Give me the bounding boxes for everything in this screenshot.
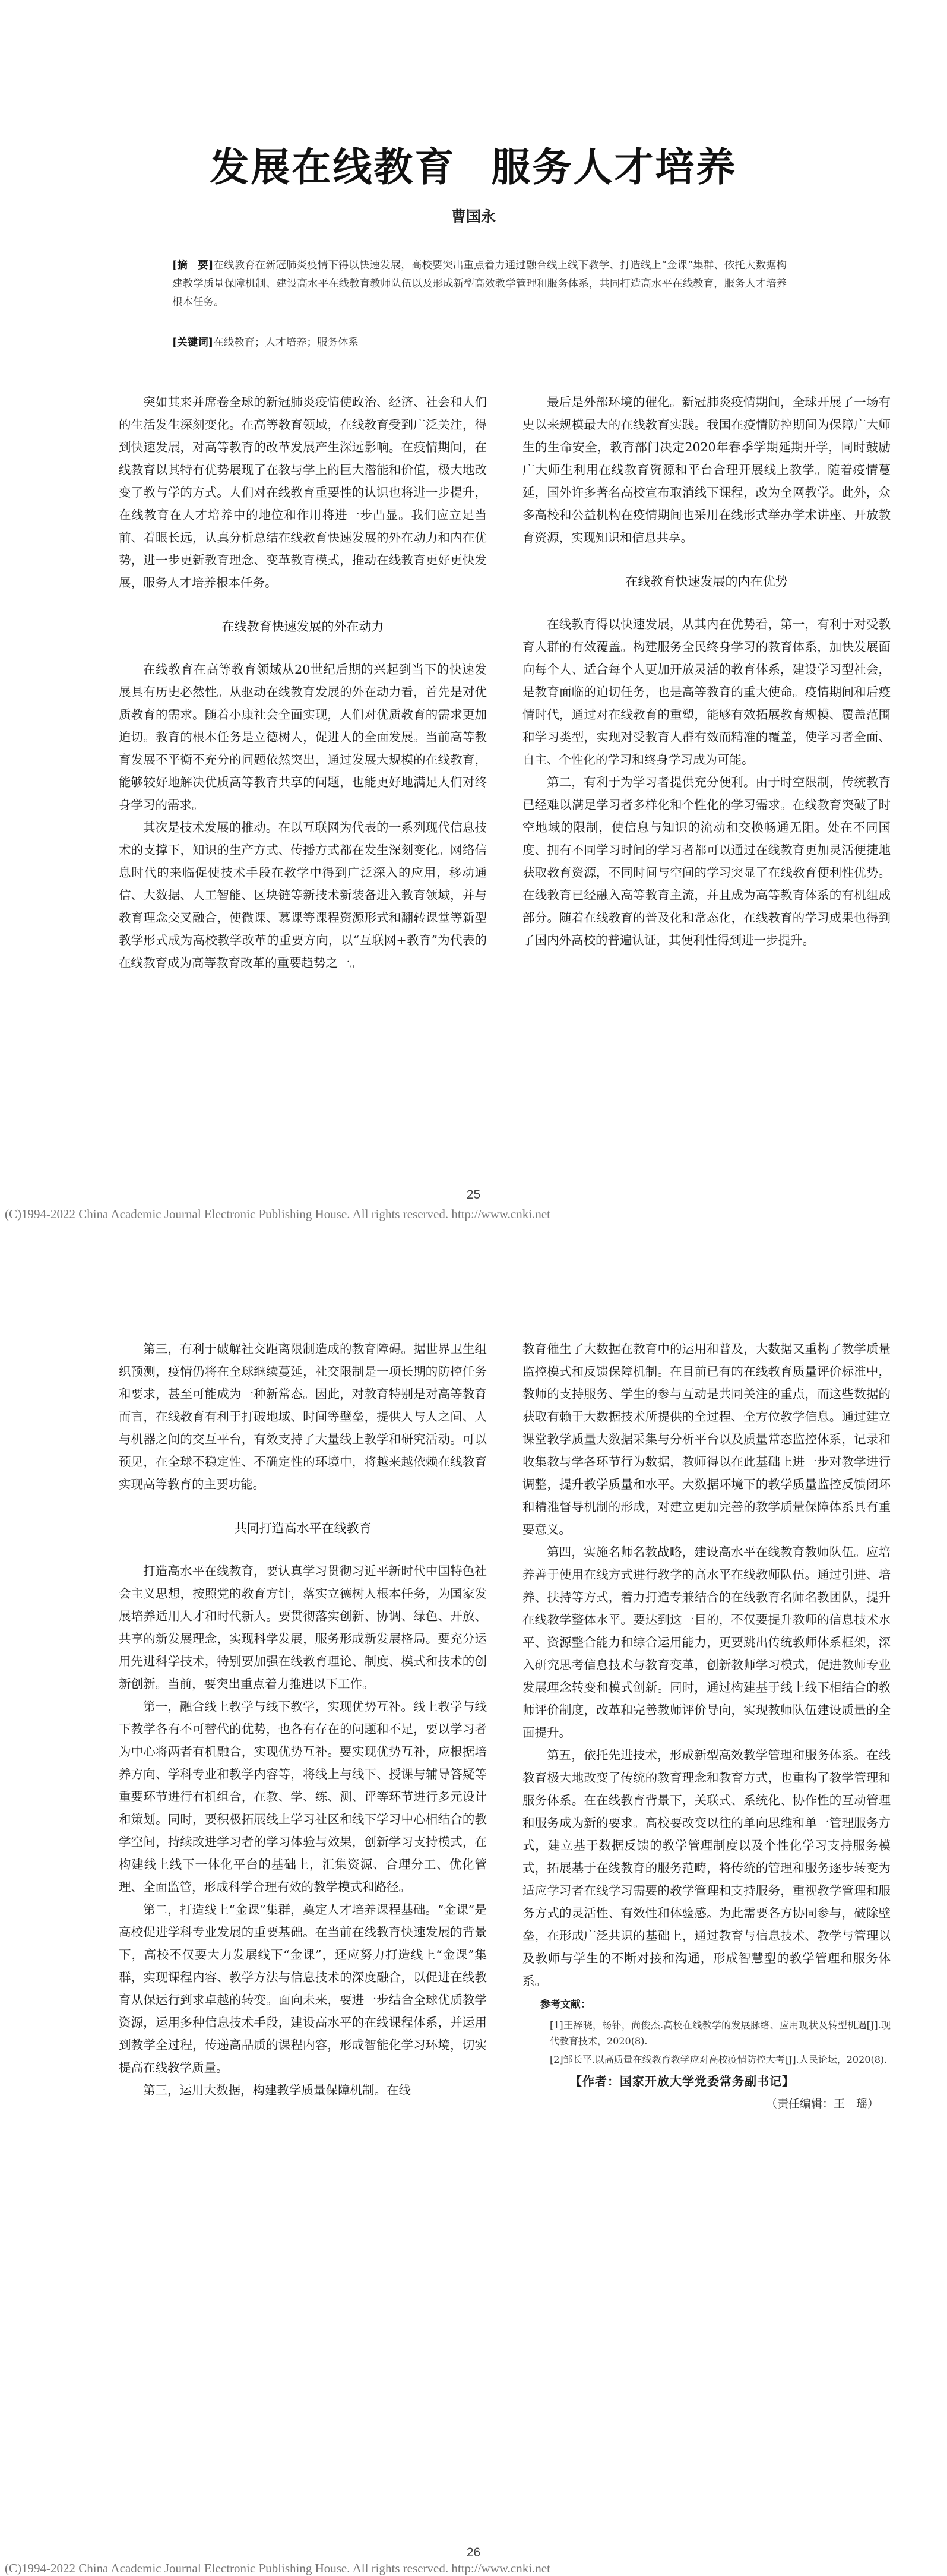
abstract bbox=[172, 257, 787, 312]
page-number: 26 bbox=[466, 2546, 481, 2559]
section-heading: 共同打造高水平在线教育 bbox=[234, 1521, 372, 1535]
page-number: 25 bbox=[466, 1188, 481, 1202]
paragraph: 第二，打造线上“金课”集群，奠定人才培养课程基础。“金课”是高校促进学科专业发展的重要基础。在当前在线教育快速发展的背景下，高校不仅要大力发展线下“金课”，还应努力打造线上“金课”集群，实现课程内容、教学方法与信息技术的深度融合，以促进在线教育从保运行到求卓越的转变。面向未来，要进一步结合全球优质教学资源，运用多种信息技术手段，建设高水平的在线课程体系，并运用到教学全过程，传递高品质的课程内容，形成智能化学习环境，切实提高在线教学质量。 bbox=[119, 1902, 487, 2075]
author-note: 【作者：国家开放大学党委常务副书记】 bbox=[570, 2074, 794, 2088]
page-25 bbox=[0, 0, 947, 1283]
article-title bbox=[0, 135, 947, 192]
paragraph: 最后是外部环境的催化。新冠肺炎疫情期间，全球开展了一场有史以来规模最大的在线教育实践。我国在疫情防控期间为保障广大师生的生命安全，教育部门决定2020年春季学期延期开学，同时鼓励广大师生利用在线教育资源和平台合理开展线上教学。随着疫情蔓延，国外许多著名高校宣布取消线下课程，改为全网教学。此外，众多高校和公益机构在疫情期间也采用在线形式举办学术讲座、开放教育资源，实现知识和信息共享。 bbox=[522, 395, 891, 545]
paragraph: 在线教育在高等教育领域从20世纪后期的兴起到当下的快速发展具有历史必然性。从驱动在线教育发展的外在动力看，首先是对优质教育的需求。随着小康社会全面实现，人们对优质教育的需求更加迫切。教育的根本任务是立德树人，促进人的全面发展。当前高等教育发展不平衡不充分的问题依然突出，通过发展大规模的在线教育，能够较好地解决优质高等教育共享的问题，也能更好地满足人们对终身学习的需求。 bbox=[119, 662, 487, 812]
abstract-label: [摘 要] bbox=[172, 260, 214, 271]
section-heading: 在线教育快速发展的内在优势 bbox=[625, 574, 788, 589]
references bbox=[522, 1996, 891, 2068]
page1-left-column bbox=[119, 391, 487, 974]
paragraph: 在线教育得以快速发展，从其内在优势看，第一，有利于对受教育人群的有效覆盖。构建服务全民终身学习的教育体系，加快发展面向每个人、适合每个人更加开放灵活的教育体系，建设学习型社会，是教育面临的迫切任务，也是高等教育的重大使命。疫情期间和后疫情时代，通过对在线教育的重塑，能够有效拓展教育规模、覆盖范围和学习类型，实现对受教育人群有效而精准的覆盖，使学习者全面、自主、个性化的学习和终身学习成为可能。 bbox=[522, 617, 891, 767]
title-part-1: 发展在线教育 bbox=[210, 144, 456, 190]
responsible-editor: （责任编辑：王 瑶） bbox=[765, 2097, 879, 2110]
paragraph: 其次是技术发展的推动。在以互联网为代表的一系列现代信息技术的支撑下，知识的生产方式、传播方式都在发生深刻变化。网络信息时代的来临促使技术手段在教学中得到广泛深入的应用，移动通信、大数据、人工智能、区块链等新技术新装备进入教育领域，并与教育理念交叉融合，使微课、慕课等课程资源形式和翻转课堂等新型教学形式成为高校教学改革的重要方向，以“互联网+教育”为代表的在线教育成为高等教育改革的重要趋势之一。 bbox=[119, 820, 487, 970]
paragraph: 第二，有利于为学习者提供充分便利。由于时空限制，传统教育已经难以满足学习者多样化和个性化的学习需求。在线教育突破了时空地域的限制，使信息与知识的流动和交换畅通无阻。处在不同国度、拥有不同学习时间的学习者都可以通过在线教育更加灵活便捷地获取教育资源，不同时间与空间的学习突显了在线教育便利性优势。在线教育已经融入高等教育主流，并且成为高等教育体系的有机组成部分。随着在线教育的普及化和常态化，在线教育的学习成果也得到了国内外高校的普遍认证，其便利性得到进一步提升。 bbox=[522, 775, 891, 947]
keywords-text: 在线教育；人才培养；服务体系 bbox=[213, 337, 359, 349]
page2-left-column bbox=[119, 1338, 487, 2101]
paragraph: 突如其来并席卷全球的新冠肺炎疫情使政治、经济、社会和人们的生活发生深刻变化。在高等教育领域，在线教育受到广泛关注，得到快速发展，对高等教育的改革发展产生深远影响。在疫情期间，在线教育以其特有优势展现了在教与学上的巨大潜能和价值，极大地改变了教与学的方式。人们对在线教育重要性的认识也将进一步提升，在线教育在人才培养中的地位和作用将进一步凸显。我们应立足当前、着眼长远，认真分析总结在线教育快速发展的外在动力和内在优势，进一步更新教育理念、变革教育模式，推动在线教育更好更快发展，服务人才培养根本任务。 bbox=[119, 395, 487, 590]
abstract-text: 在线教育在新冠肺炎疫情下得以快速发展，高校要突出重点着力通过融合线上线下教学、打造线上“金课”集群、依托大数据构建教学质量保障机制、建设高水平在线教育教师队伍以及形成新型高效教学管理和服务体系，共同打造高水平在线教育，服务人才培养根本任务。 bbox=[172, 260, 787, 308]
copyright-footer: (C)1994-2022 China Academic Journal Electronic Publishing House. All rights reserved. http://www.cnki.net bbox=[5, 1207, 550, 1221]
paragraph: 教育催生了大数据在教育中的运用和普及，大数据又重构了教学质量监控模式和反馈保障机制。在目前已有的在线教育质量评价标准中，教师的支持服务、学生的参与互动是共同关注的重点，而这些数据的获取有赖于大数据技术所提供的全过程、全方位教学信息。通过建立课堂教学质量大数据采集与分析平台以及质量常态监控体系，记录和收集教与学各环节行为数据，教师得以在此基础上进一步对教学进行调整，提升教学质量和水平。大数据环境下的教学质量监控反馈闭环和精准督导机制的形成，对建立更加完善的教学质量保障体系具有重要意义。 bbox=[522, 1342, 891, 1537]
page-26 bbox=[0, 1283, 947, 2575]
page2-right-column bbox=[522, 1338, 891, 2115]
paragraph: 第三，运用大数据，构建教学质量保障机制。在线 bbox=[143, 2083, 411, 2097]
reference-item: [1]王辞晓，杨钋，尚俊杰.高校在线教学的发展脉络、应用现状及转型机遇[J].现代教育技术，2020(8). bbox=[550, 2019, 891, 2047]
copyright-footer: (C)1994-2022 China Academic Journal Electronic Publishing House. All rights reserved. http://www.cnki.net bbox=[5, 2561, 550, 2575]
article-author: 曹国永 bbox=[451, 208, 496, 225]
references-heading: 参考文献： bbox=[540, 1999, 591, 2011]
keywords-label: [关键词] bbox=[172, 337, 214, 349]
keywords bbox=[172, 334, 787, 352]
section-heading: 在线教育快速发展的外在动力 bbox=[221, 619, 384, 634]
title-part-2: 服务人才培养 bbox=[491, 144, 737, 190]
paragraph: 第五，依托先进技术，形成新型高效教学管理和服务体系。在线教育极大地改变了传统的教育理念和教育方式，也重构了教学管理和服务体系。在在线教育背景下，关联式、系统化、协作性的互动管理和服务成为新的要求。高校要改变以往的单向思维和单一管理服务方式，建立基于数据反馈的教学管理制度以及个性化学习支持服务模式，拓展基于在线教育的服务范畴，将传统的管理和服务逐步转变为适应学习者在线学习需要的教学管理和支持服务，重视教学管理和服务方式的灵活性、有效性和体验感。为此需要各方协同参与，破除壁垒，在形成广泛共识的基础上，通过教育与信息技术、教学与管理以及教师与学生的不断对接和沟通，形成智慧型的教学管理和服务体系。 bbox=[522, 1748, 891, 1988]
paragraph: 第三，有利于破解社交距离限制造成的教育障碍。据世界卫生组织预测，疫情仍将在全球继续蔓延，社交限制是一项长期的防控任务和要求，甚至可能成为一种新常态。因此，对教育特别是对高等教育而言，在线教育有利于打破地域、时间等壁垒，提供人与人之间、人与机器之间的交互平台，有效支持了大量线上教学和研究活动。可以预见，在全球不稳定性、不确定性的环境中，将越来越依赖在线教育实现高等教育的主要功能。 bbox=[119, 1342, 487, 1491]
paragraph: 打造高水平在线教育，要认真学习贯彻习近平新时代中国特色社会主义思想，按照党的教育方针，落实立德树人根本任务，为国家发展培养适用人才和时代新人。要贯彻落实创新、协调、绿色、开放、共享的新发展理念，实现科学发展，服务形成新发展格局。要充分运用先进科学技术，特别要加强在线教育理论、制度、模式和技术的创新创新。当前，要突出重点着力推进以下工作。 bbox=[119, 1564, 487, 1691]
paragraph: 第一，融合线上教学与线下教学，实现优势互补。线上教学与线下教学各有不可替代的优势，也各有存在的问题和不足，要以学习者为中心将两者有机融合，实现优势互补。要实现优势互补，应根据培养方向、学科专业和教学内容等，将线上与线下、授课与辅导答疑等重要环节进行有机组合，在教、学、练、测、评等环节进行多元设计和策划。同时，要积极拓展线上学习社区和线下学习中心相结合的教学空间，持续改进学习者的学习体验与效果，创新学习支持模式，在构建线上线下一体化平台的基础上，汇集资源、合理分工、优化管理、全面监管，形成科学合理有效的教学模式和路径。 bbox=[119, 1699, 487, 1894]
paragraph: 第四，实施名师名教战略，建设高水平在线教育教师队伍。应培养善于使用在线方式进行教学的高水平在线教师队伍。通过引进、培养、扶持等方式，着力打造专兼结合的在线教育名师名教团队，提升在线教学整体水平。要达到这一目的，不仅要提升教师的信息技术水平、资源整合能力和综合运用能力，更要跳出传统教师体系框架，深入研究思考信息技术与教育变革，创新教师学习模式，促进教师专业发展理念转变和模式创新。同时，通过构建基于线上线下相结合的教师评价制度，改革和完善教师评价导向，实现教师队伍建设质量的全面提升。 bbox=[522, 1545, 891, 1740]
reference-item: [2]邹长平.以高质量在线教育教学应对高校疫情防控大考[J].人民论坛，2020(8). bbox=[550, 2054, 888, 2065]
page1-right-column bbox=[522, 391, 891, 952]
